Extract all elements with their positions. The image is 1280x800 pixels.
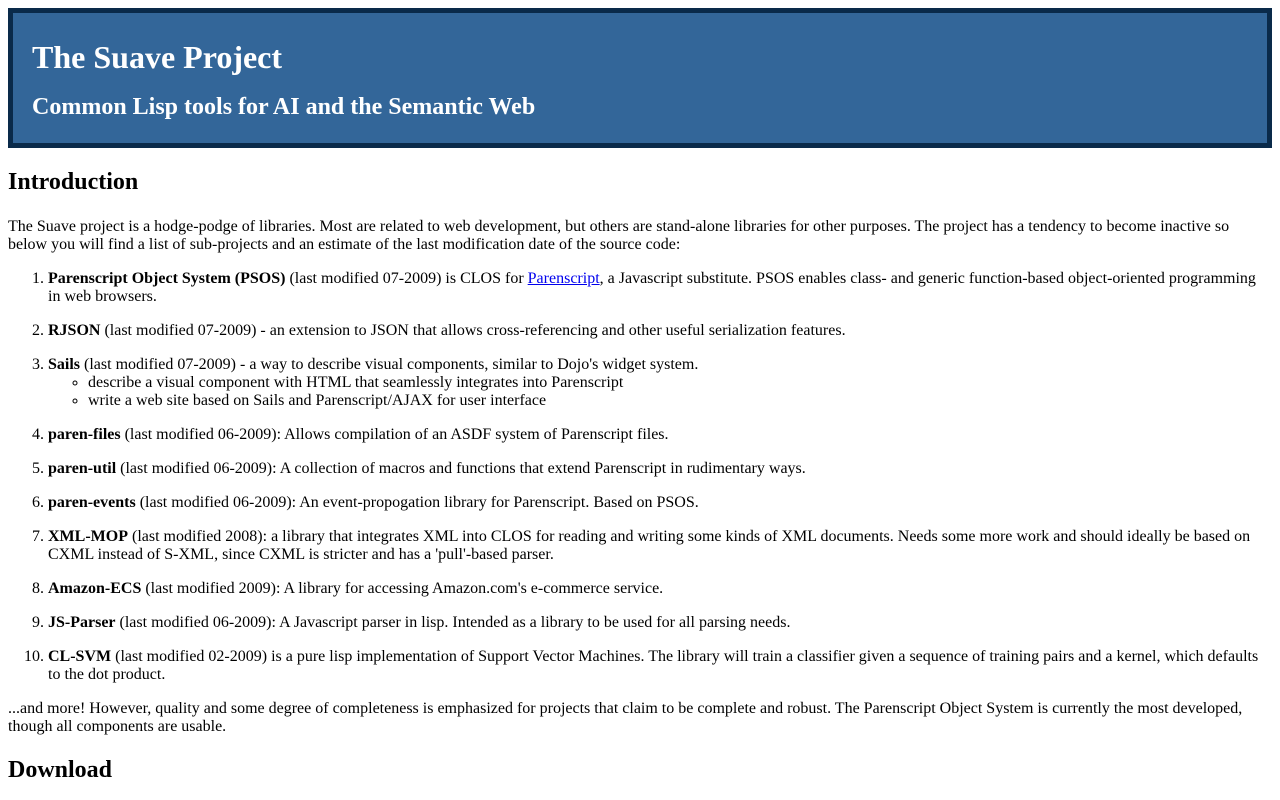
- project-desc: (last modified 2008): a library that integrates XML into CLOS for reading and writing some kinds of XML documents. Needs some more work and should ideally be based on CXML instead of S-XML, since CXML is stricter and has a 'pull'-based parser.: [48, 528, 1251, 563]
- project-desc: (last modified 06-2009): A Javascript parser in lisp. Intended as a library to be used for all parsing needs.: [115, 614, 791, 631]
- sails-sub-list: [48, 374, 1272, 410]
- outro-text: ...and more! However, quality and some degree of completeness is emphasized for projects that claim to be complete and robust. The Parenscript Object System is currently the most developed, though all components are usable.: [8, 700, 1243, 735]
- page-title: The Suave Project: [32, 39, 283, 75]
- list-item: [48, 426, 1272, 444]
- project-desc: , a Javascript substitute. PSOS enables class- and generic function-based object-oriented programming in web browsers.: [48, 270, 1256, 305]
- download-heading: Download: [8, 757, 113, 783]
- list-item: [48, 614, 1272, 632]
- project-name: RJSON: [48, 322, 101, 339]
- page-subtitle: Common Lisp tools for AI and the Semantic Web: [32, 94, 536, 120]
- project-list: [8, 270, 1272, 684]
- list-item: [48, 322, 1272, 340]
- project-name: paren-files: [48, 426, 121, 443]
- project-desc: (last modified 07-2009) is CLOS for: [285, 270, 528, 287]
- list-item: [48, 528, 1272, 564]
- sub-list-item: ◦ write a web site based on Sails and Parenscript/AJAX for user interface: [88, 392, 1272, 410]
- project-name: Amazon-ECS: [48, 580, 142, 597]
- parenscript-link[interactable]: Parenscript: [527, 270, 600, 287]
- project-name: Sails: [48, 356, 81, 373]
- header-banner: [8, 8, 1272, 148]
- project-name: paren-events: [48, 494, 136, 511]
- project-name: XML-MOP: [48, 528, 128, 545]
- project-desc: (last modified 06-2009): An event-propogation library for Parenscript. Based on PSOS.: [135, 494, 699, 511]
- project-desc: (last modified 07-2009) - an extension to JSON that allows cross-referencing and other useful serialization features.: [100, 322, 846, 339]
- list-item: [48, 270, 1272, 306]
- project-desc: (last modified 02-2009) is a pure lisp implementation of Support Vector Machines. The library will train a classifier given a sequence of training pairs and a kernel, which defaults to the dot product.: [48, 648, 1259, 683]
- intro-text: The Suave project is a hodge-podge of libraries. Most are related to web development, but others are stand-alone libraries for other purposes. The project has a tendency to become inactive so below you will find a list of sub-projects and an estimate of the last modification date of the source code:: [8, 218, 1230, 253]
- list-item: [48, 460, 1272, 478]
- list-item: [48, 648, 1272, 684]
- project-name: Parenscript Object System (PSOS): [48, 270, 286, 287]
- project-desc: (last modified 06-2009): A collection of macros and functions that extend Parenscript in rudimentary ways.: [116, 460, 806, 477]
- list-item: [48, 494, 1272, 512]
- sub-list-item: ◦ describe a visual component with HTML that seamlessly integrates into Parenscript: [88, 374, 1272, 392]
- intro-heading: Introduction: [8, 169, 139, 195]
- project-name: CL-SVM: [48, 648, 112, 665]
- project-desc: (last modified 06-2009): Allows compilation of an ASDF system of Parenscript files.: [120, 426, 669, 443]
- project-name: JS-Parser: [48, 614, 116, 631]
- project-desc: (last modified 07-2009) - a way to describe visual components, similar to Dojo's widget system.: [80, 356, 699, 373]
- project-desc: (last modified 2009): A library for accessing Amazon.com's e-commerce service.: [141, 580, 664, 597]
- list-item: [48, 580, 1272, 598]
- project-name: paren-util: [48, 460, 117, 477]
- list-item: [48, 356, 1272, 410]
